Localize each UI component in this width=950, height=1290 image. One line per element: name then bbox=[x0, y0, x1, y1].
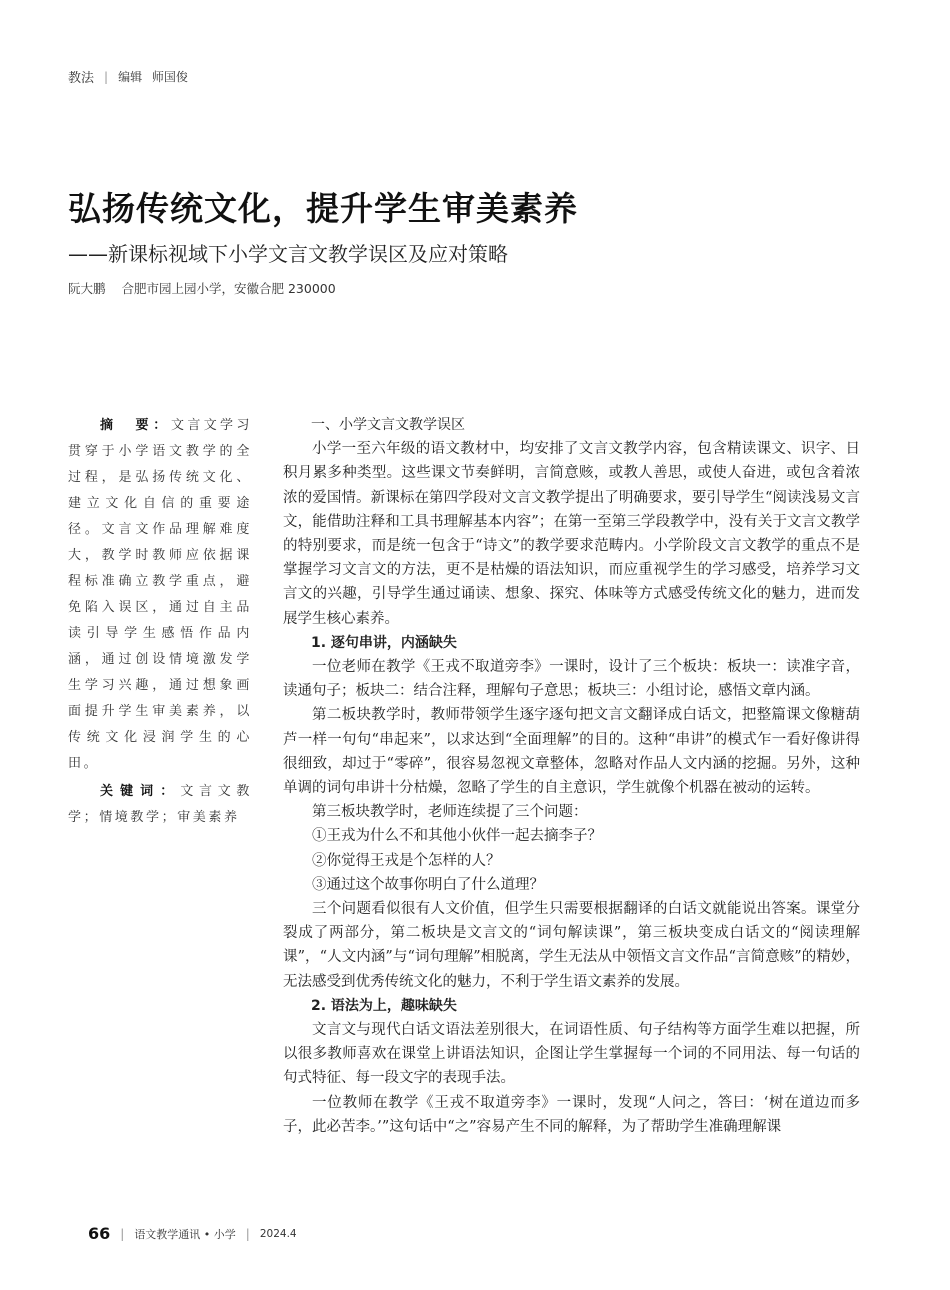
editor-name: 师国俊 bbox=[151, 70, 188, 84]
issue-number: 2024.4 bbox=[259, 1227, 297, 1240]
paragraph: 一位教师在教学《王戎不取道旁李》一课时，发现“人问之，答曰：‘树在道边而多子，此必苦李。’”这句话中“之”容易产生不同的解释，为了帮助学生准确理解课 bbox=[283, 1094, 860, 1135]
footer-divider: | bbox=[245, 1226, 250, 1241]
keywords-text: 文言文教学；情境教学；审美素养 bbox=[68, 784, 252, 825]
abstract-text: 文言文学习贯穿于小学语文教学的全过程，是弘扬传统文化、建立文化自信的重要途径。文言文作品理解难度大，教学时教师应依据课程标准确立教学重点，避免陷入误区，通过自主品读引导学生感悟作品内涵，通过创设情境激发学生学习兴趣，通过想象画面提升学生审美素养，以传统文化浸润学生的心田。 bbox=[68, 418, 252, 771]
paragraph: 一位老师在教学《王戎不取道旁李》一课时，设计了三个板块：板块一：读准字音，读通句子；板块二：结合注释，理解句子意思；板块三：小组讨论，感悟文章内涵。 bbox=[283, 659, 860, 700]
paragraph: 第三板块教学时，老师连续提了三个问题： bbox=[312, 804, 588, 821]
running-head bbox=[68, 67, 188, 86]
paragraph: 第二板块教学时，教师带领学生逐字逐句把文言文翻译成白话文，把整篇课文像糖葫芦一样一句句“串起来”，以求达到“全面理解”的目的。这种“串讲”的模式乍一看好像讲得很细致，却过于“零碎”，很容易忽视文章整体，忽略对作品人文内涵的挖掘。另外，这种单调的词句串讲十分枯燥，忽略了学生的自主意识，学生就像个机器在被动的运转。 bbox=[283, 707, 860, 797]
journal-name: 语文教学通讯 • 小学 bbox=[134, 1227, 236, 1241]
paragraph: 三个问题看似很有人文价值，但学生只需要根据翻译的白话文就能说出答案。课堂分裂成了两部分，第二板块是文言文的“词句解读课”，第三板块变成白话文的“阅读理解课”，“人文内涵”与“词句理解”相脱离，学生无法从中领悟文言文作品“言简意赅”的精妙，无法感受到优秀传统文化的魅力，不利于学生语文素养的发展。 bbox=[283, 901, 860, 990]
author-name: 阮大鹏 bbox=[68, 281, 106, 296]
subsection-heading-1: 1. 逐句串讲，内涵缺失 bbox=[311, 634, 457, 651]
article-body bbox=[283, 413, 860, 1139]
keywords-label: 关键词： bbox=[100, 784, 181, 799]
page-number: 66 bbox=[88, 1224, 111, 1243]
article-title: 弘扬传统文化，提升学生审美素养 bbox=[68, 189, 578, 228]
question-item: ①王戎为什么不和其他小伙伴一起去摘李子？ bbox=[312, 828, 602, 845]
footer-divider: | bbox=[120, 1226, 125, 1241]
column-label: 教法 bbox=[68, 71, 95, 86]
header-divider: | bbox=[104, 69, 109, 84]
section-heading-1: 一、小学文言文教学误区 bbox=[311, 417, 465, 433]
article-subtitle: ——新课标视域下小学文言文教学误区及应对策略 bbox=[68, 242, 508, 266]
editor-label: 编辑 bbox=[118, 70, 143, 84]
editor-credit bbox=[118, 68, 188, 85]
author-line bbox=[68, 279, 336, 297]
abstract-label: 摘 要： bbox=[100, 418, 171, 433]
page-footer bbox=[88, 1224, 297, 1243]
author-affiliation: 合肥市园上园小学，安徽合肥 230000 bbox=[121, 281, 336, 296]
question-item: ②你觉得王戎是个怎样的人？ bbox=[312, 852, 501, 869]
question-item: ③通过这个故事你明白了什么道理？ bbox=[312, 876, 544, 893]
paragraph: 小学一至六年级的语文教材中，均安排了文言文教学内容，包含精读课文、识字、日积月累多种类型。这些课文节奏鲜明，言简意赅，或教人善思，或使人奋进，或包含着浓浓的爱国情。新课标在第四学段对文言文教学提出了明确要求，要引导学生“阅读浅易文言文，能借助注释和工具书理解基本内容”；在第一至第三学段教学中，没有关于文言文教学的特别要求，而是统一包含于“诗文”的教学要求范畴内。小学阶段文言文教学的重点不是掌握学习文言文的方法，更不是枯燥的语法知识，而应重视学生的学习感受，培养学习文言文的兴趣，引导学生通过诵读、想象、探究、体味等方式感受传统文化的魅力，进而发展学生核心素养。 bbox=[283, 441, 860, 627]
abstract-block bbox=[68, 413, 252, 831]
paragraph: 文言文与现代白话文语法差别很大，在词语性质、句子结构等方面学生难以把握，所以很多教师喜欢在课堂上讲语法知识，企图让学生掌握每一个词的不同用法、每一句话的句式特征、每一段文字的表现手法。 bbox=[283, 1022, 860, 1087]
subsection-heading-2: 2. 语法为上，趣味缺失 bbox=[311, 997, 457, 1014]
